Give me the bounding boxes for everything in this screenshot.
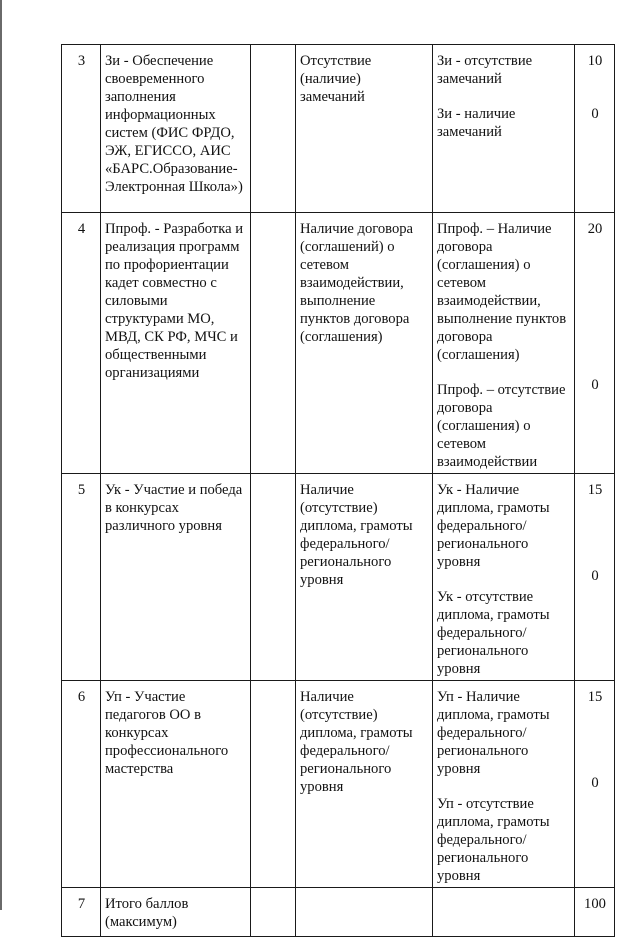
row-number: 4 [62, 213, 101, 474]
empty-cell [251, 888, 296, 937]
criterion-cell: Зи - Обеспечение своевременного заполнения информационных систем (ФИС ФРДО, ЭЖ, ЕГИССО, АИС «БАРС.Образование-Электронная Школа») [101, 45, 251, 213]
conditions-cell [433, 681, 575, 888]
criterion-cell: Ппроф. - Разработка и реализация программ по профориентации кадет совместно с силовыми структурами МО, МВД, СК РФ, МЧС и общественными организациями [101, 213, 251, 474]
score-value: 15 [587, 482, 603, 498]
page-edge [0, 0, 2, 910]
score-value: 20 [587, 221, 603, 237]
indicator-cell [296, 888, 433, 937]
score-cell [575, 474, 615, 681]
score-value: 15 [587, 689, 603, 705]
condition-text: Уп - Наличие диплома, грамоты федерального/регионального уровня [437, 689, 550, 777]
indicator-cell: Наличие договора (соглашений) о сетевом взаимодействии, выполнение пунктов договора (соглашения) [296, 213, 433, 474]
condition-text: Уп - отсутствие диплома, грамоты федерального/регионального уровня [437, 796, 550, 884]
criteria-table [61, 44, 615, 937]
score-cell [575, 213, 615, 474]
condition-text: Ппроф. – отсутствие договора (соглашения) о сетевом взаимодействии [437, 382, 566, 470]
condition-text: Зи - наличие замечаний [437, 106, 516, 140]
conditions-cell [433, 474, 575, 681]
score-value: 0 [591, 377, 599, 393]
table-row [62, 888, 615, 937]
score-cell [575, 681, 615, 888]
table-row [62, 681, 615, 888]
score-cell [575, 888, 615, 937]
table-row [62, 474, 615, 681]
score-value: 0 [591, 106, 599, 122]
score-value: 0 [591, 775, 599, 791]
conditions-cell [433, 213, 575, 474]
empty-cell [251, 45, 296, 213]
indicator-cell: Наличие (отсутствие) диплома, грамоты федерального/регионального уровня [296, 681, 433, 888]
table-row [62, 45, 615, 213]
conditions-cell [433, 888, 575, 937]
condition-text: Ук - отсутствие диплома, грамоты федерального/регионального уровня [437, 589, 550, 677]
row-number: 6 [62, 681, 101, 888]
indicator-cell: Наличие (отсутствие) диплома, грамоты федерального/регионального уровня [296, 474, 433, 681]
criterion-cell: Ук - Участие и победа в конкурсах различного уровня [101, 474, 251, 681]
empty-cell [251, 474, 296, 681]
indicator-cell: Отсутствие (наличие) замечаний [296, 45, 433, 213]
row-number: 7 [62, 888, 101, 937]
empty-cell [251, 213, 296, 474]
condition-text: Зи - отсутствие замечаний [437, 53, 533, 87]
row-number: 5 [62, 474, 101, 681]
condition-text: Ук - Наличие диплома, грамоты федерального/регионального уровня [437, 482, 550, 570]
score-value: 100 [584, 896, 606, 912]
criterion-cell: Уп - Участие педагогов ОО в конкурсах профессионального мастерства [101, 681, 251, 888]
empty-cell [251, 681, 296, 888]
score-value: 0 [591, 568, 599, 584]
score-value: 10 [587, 53, 603, 69]
conditions-cell [433, 45, 575, 213]
score-cell [575, 45, 615, 213]
row-number: 3 [62, 45, 101, 213]
table-row [62, 213, 615, 474]
criterion-cell: Итого баллов (максимум) [101, 888, 251, 937]
condition-text: Ппроф. – Наличие договора (соглашения) о сетевом взаимодействии, выполнение пунктов договора (соглашения) [437, 221, 567, 363]
